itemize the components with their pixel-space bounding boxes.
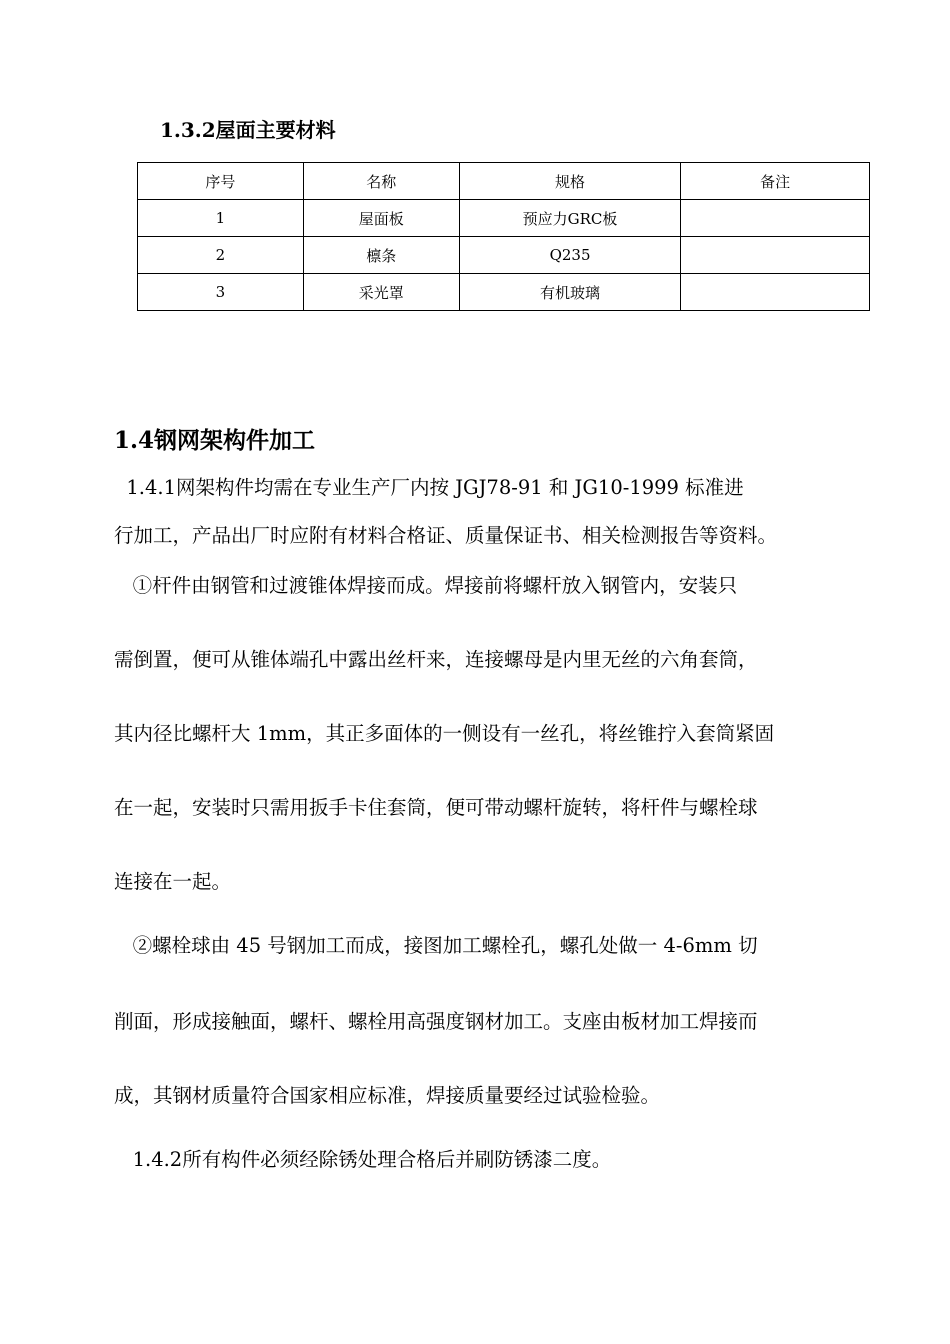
header-remark: 备注 xyxy=(681,163,870,200)
paragraph-line: 1.4.1网架构件均需在专业生产厂内按 JGJ78-91 和 JG10-1999 标准进 xyxy=(114,476,744,499)
paragraph-line: 需倒置，便可从锥体端孔中露出丝杆来，连接螺母是内里无丝的六角套筒， xyxy=(114,648,758,671)
table-row xyxy=(138,274,870,311)
paragraph-line: ①杆件由钢管和过渡锥体焊接而成。焊接前将螺杆放入钢管内，安装只 xyxy=(114,574,738,597)
section-title-1-3-2: 1.3.2屋面主要材料 xyxy=(160,118,336,142)
header-name: 名称 xyxy=(303,163,459,200)
cell-index: 1 xyxy=(138,200,304,237)
paragraph-line: 连接在一起。 xyxy=(114,870,232,893)
cell-index: 2 xyxy=(138,237,304,274)
cell-name: 檩条 xyxy=(303,237,459,274)
paragraph-line: 削面，形成接触面，螺杆、螺栓用高强度钢材加工。支座由板材加工焊接而 xyxy=(114,1010,758,1033)
cell-remark xyxy=(681,237,870,274)
materials-table xyxy=(137,162,870,311)
table-row xyxy=(138,200,870,237)
table-header-row xyxy=(138,163,870,200)
paragraph-line: ②螺栓球由 45 号钢加工而成，接图加工螺栓孔，螺孔处做一 4-6mm 切 xyxy=(114,934,758,957)
cell-index: 3 xyxy=(138,274,304,311)
cell-spec: 有机玻璃 xyxy=(459,274,681,311)
paragraph-line: 其内径比螺杆大 1mm，其正多面体的一侧设有一丝孔，将丝锥拧入套筒紧固 xyxy=(114,722,775,745)
paragraph-line: 成，其钢材质量符合国家相应标准，焊接质量要经过试验检验。 xyxy=(114,1084,661,1107)
paragraph-line: 在一起，安装时只需用扳手卡住套筒，便可带动螺杆旋转，将杆件与螺栓球 xyxy=(114,796,758,819)
table-row xyxy=(138,237,870,274)
header-index: 序号 xyxy=(138,163,304,200)
header-spec: 规格 xyxy=(459,163,681,200)
cell-name: 屋面板 xyxy=(303,200,459,237)
cell-name: 采光罩 xyxy=(303,274,459,311)
paragraph-line: 1.4.2所有构件必须经除锈处理合格后并刷防锈漆二度。 xyxy=(114,1148,612,1171)
cell-remark xyxy=(681,200,870,237)
section-title-1-4: 1.4钢网架构件加工 xyxy=(114,427,316,454)
paragraph-line: 行加工，产品出厂时应附有材料合格证、质量保证书、相关检测报告等资料。 xyxy=(114,524,778,547)
cell-spec: Q235 xyxy=(459,237,681,274)
cell-spec: 预应力GRC板 xyxy=(459,200,681,237)
cell-remark xyxy=(681,274,870,311)
